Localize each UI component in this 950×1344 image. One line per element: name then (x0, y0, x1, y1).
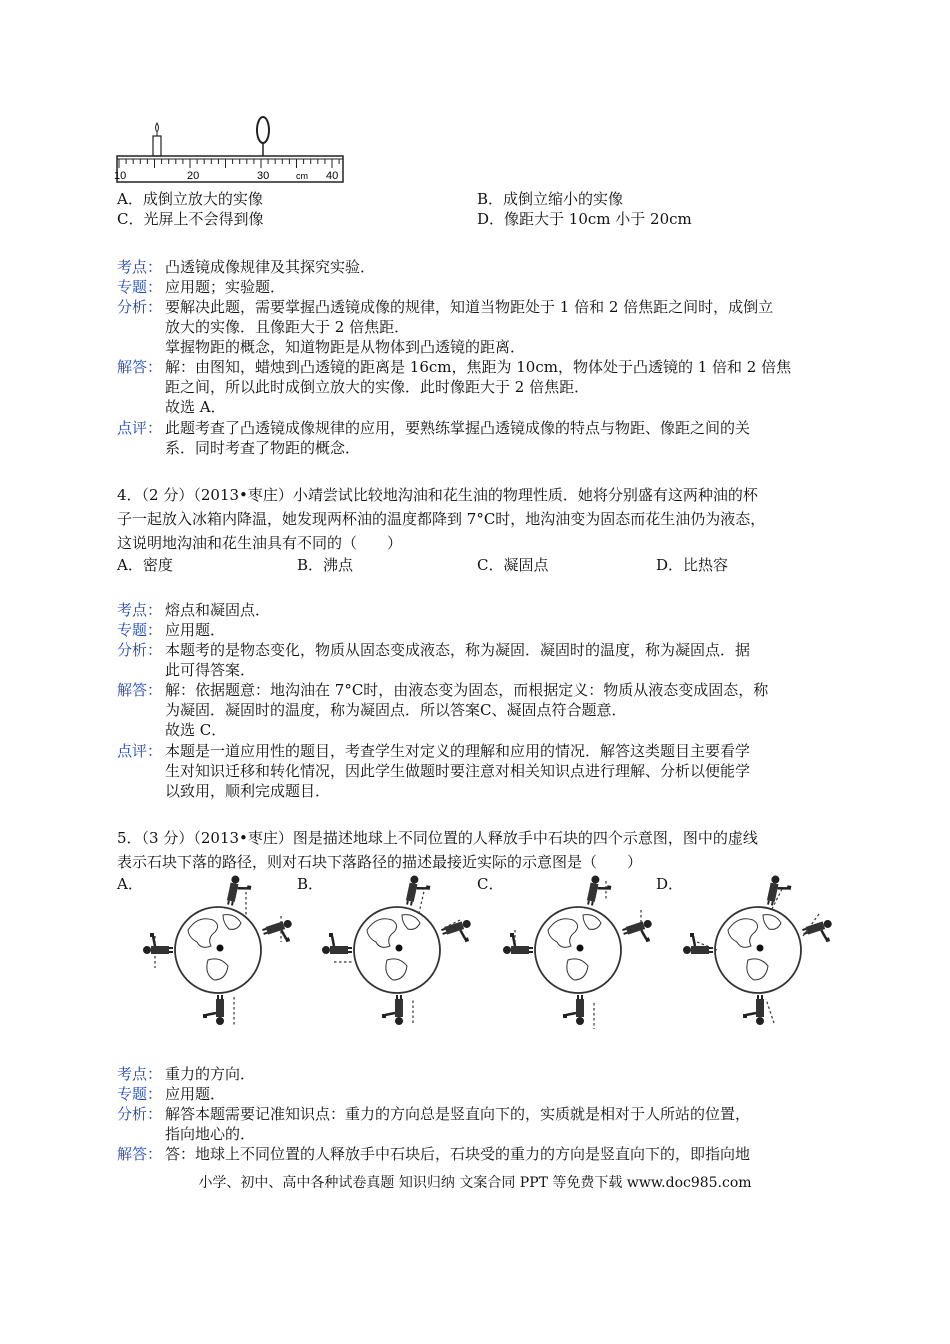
globe-diagram-d (683, 870, 833, 1030)
q4-jieda-label: 解答： (117, 681, 163, 699)
ruler-label-10: 10 (114, 170, 127, 182)
q5-kaodian: 重力的方向． (165, 1065, 256, 1083)
q4-dianping-line3: 以致用，顺利完成题目． (165, 782, 331, 800)
q4-option-c: C．凝固点 (477, 556, 549, 574)
q3-zhuanti-label: 专题： (117, 278, 163, 296)
ruler-label-40: 40 (326, 170, 339, 182)
q4-stem-line2: 子一起放入冰箱内降温，她发现两杯油的温度都降到 7°C时，地沟油变为固态而花生油仍为液态， (117, 510, 766, 528)
q3-dianping-line2: 系．同时考查了物距的概念． (165, 439, 361, 457)
globe-diagram-a (143, 870, 293, 1030)
q3-kaodian-label: 考点： (117, 258, 163, 276)
q3-option-a: A．成倒立放大的实像 (117, 190, 263, 208)
optical-bench-figure (112, 112, 352, 184)
q3-kaodian: 凸透镜成像规律及其探究实验． (165, 258, 376, 276)
q3-option-c: C．光屏上不会得到像 (117, 210, 264, 228)
q4-kaodian-label: 考点： (117, 601, 163, 619)
q5-stem-line1: 5．（3 分）（2013•枣庄）图是描述地球上不同位置的人释放手中石块的四个示意图，图中的虚线 (117, 829, 758, 847)
q3-fenxi-line3: 掌握物距的概念，知道物距是从物体到凸透镜的距离． (165, 338, 526, 356)
q3-dianping-label: 点评： (117, 419, 163, 437)
q3-option-d: D．像距大于 10cm 小于 20cm (477, 210, 692, 228)
ruler-unit: cm (296, 171, 308, 181)
q5-fenxi-line1: 解答本题需要记准知识点：重力的方向总是竖直向下的，实质就是相对于人所站的位置， (165, 1105, 751, 1123)
q4-zhuanti: 应用题． (165, 621, 226, 639)
q4-stem-line1: 4．（2 分）（2013•枣庄）小靖尝试比较地沟油和花生油的物理性质．她将分别盛有这两种油的杯 (117, 486, 758, 504)
q3-dianping-line1: 此题考查了凸透镜成像规律的应用，要熟练掌握凸透镜成像的特点与物距、像距之间的关 (165, 419, 751, 437)
q3-fenxi-line2: 放大的实像．且像距大于 2 倍焦距． (165, 318, 410, 336)
ruler-label-30: 30 (257, 170, 270, 182)
q3-option-b: B．成倒立缩小的实像 (477, 190, 624, 208)
q4-jieda-line2: 为凝固．凝固时的温度，称为凝固点．所以答案C、凝固点符合题意． (165, 701, 627, 719)
q5-kaodian-label: 考点： (117, 1065, 163, 1083)
q5-fenxi-line2: 指向地心的． (165, 1125, 256, 1143)
q3-jieda-line3: 故选 A． (165, 398, 226, 416)
page-footer: 小学、初中、高中各种试卷真题 知识归纳 文案合同 PPT 等免费下载 www.doc985.com (198, 1175, 752, 1191)
q5-jieda-label: 解答： (117, 1145, 163, 1163)
convex-lens (257, 117, 269, 156)
candle (153, 123, 161, 156)
q5-option-a: A． (117, 875, 143, 893)
globe-diagram-b (322, 870, 472, 1030)
q5-stem-line2: 表示石块下落的路径，则对石块下落路径的描述最接近实际的示意图是（ ） (117, 853, 643, 871)
q4-option-a: A．密度 (117, 556, 173, 574)
q4-fenxi-label: 分析： (117, 641, 163, 659)
q5-jieda-line1: 答：地球上不同位置的人释放手中石块后，石块受的重力的方向是竖直向下的，即指向地 (165, 1145, 751, 1163)
q3-zhuanti: 应用题；实验题． (165, 278, 286, 296)
q3-fenxi-label: 分析： (117, 298, 163, 316)
q4-option-d: D．比热容 (656, 556, 729, 574)
q4-option-b: B．沸点 (297, 556, 354, 574)
ruler (117, 156, 343, 182)
q3-jieda-line1: 解：由图知，蜡烛到凸透镜的距离是 16cm，焦距为 10cm，物体处于凸透镜的 1 倍和 2 倍焦 (165, 358, 792, 376)
q4-kaodian: 熔点和凝固点． (165, 601, 271, 619)
q5-zhuanti-label: 专题： (117, 1085, 163, 1103)
globe-diagram-c (503, 870, 653, 1030)
q4-dianping-label: 点评： (117, 742, 163, 760)
ruler-label-20: 20 (187, 170, 200, 182)
q5-zhuanti: 应用题． (165, 1085, 226, 1103)
q4-fenxi-line2: 此可得答案． (165, 661, 256, 679)
q3-fenxi-line1: 要解决此题，需要掌握凸透镜成像的规律，知道当物距处于 1 倍和 2 倍焦距之间时，成倒立 (165, 298, 774, 316)
q4-jieda-line1: 解：依据题意：地沟油在 7°C时，由液态变为固态，而根据定义：物质从液态变成固态，称 (165, 681, 769, 699)
q4-zhuanti-label: 专题： (117, 621, 163, 639)
q5-fenxi-label: 分析： (117, 1105, 163, 1123)
q4-dianping-line1: 本题是一道应用性的题目，考查学生对定义的理解和应用的情况．解答这类题目主要看学 (165, 742, 751, 760)
q5-option-b: B． (297, 875, 324, 893)
q5-option-c: C． (477, 875, 504, 893)
q3-jieda-label: 解答： (117, 358, 163, 376)
q4-dianping-line2: 生对知识迁移和转化情况，因此学生做题时要注意对相关知识点进行理解、分析以便能学 (165, 762, 751, 780)
q4-fenxi-line1: 本题考的是物态变化，物质从固态变成液态，称为凝固．凝固时的温度，称为凝固点．据 (165, 641, 751, 659)
q4-jieda-line3: 故选 C． (165, 721, 227, 739)
q5-option-d: D． (656, 875, 684, 893)
q3-jieda-line2: 距之间，所以此时成倒立放大的实像．此时像距大于 2 倍焦距． (165, 378, 590, 396)
q4-stem-line3: 这说明地沟油和花生油具有不同的（ ） (117, 534, 403, 552)
